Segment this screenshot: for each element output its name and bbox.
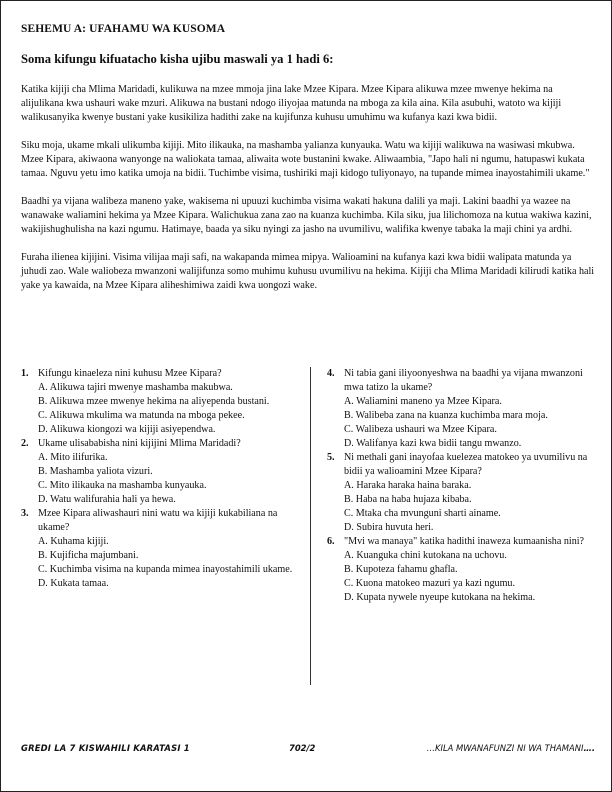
footer-paper-code: 702/2 bbox=[289, 743, 316, 753]
question-text: Mzee Kipara aliwashauri nini watu wa kijiji kukabiliana na ukame? bbox=[38, 508, 278, 533]
question-number: 6. bbox=[327, 536, 335, 547]
footer-motto bbox=[427, 743, 595, 753]
section-title: SEHEMU A: UFAHAMU WA KUSOMA bbox=[21, 23, 226, 35]
answer-option: B. Walibeba zana na kuanza kuchimba mara moja. bbox=[344, 410, 548, 421]
answer-option: C. Walibeza ushauri wa Mzee Kipara. bbox=[344, 424, 497, 435]
answer-option: C. Kuona matokeo mazuri ya kazi ngumu. bbox=[344, 578, 515, 589]
answer-option: B. Kujificha majumbani. bbox=[38, 550, 139, 561]
question-2 bbox=[21, 437, 303, 507]
answer-option: C. Mtaka cha mvunguni sharti ainame. bbox=[344, 508, 501, 519]
footer-exam-title: GREDI LA 7 KISWAHILI KARATASI 1 bbox=[21, 743, 190, 753]
question-number: 3. bbox=[21, 508, 29, 519]
footer-motto-dots: …. bbox=[583, 743, 595, 753]
answer-option: A. Alikuwa tajiri mwenye mashamba makubwa. bbox=[38, 382, 233, 393]
reading-passage bbox=[21, 83, 595, 307]
answer-option: A. Waliamini maneno ya Mzee Kipara. bbox=[344, 396, 502, 407]
answer-option: C. Kuchimba visima na kupanda mimea inayostahimili ukame. bbox=[38, 564, 293, 575]
answer-option: B. Alikuwa mzee mwenye hekima na aliyependa bustani. bbox=[38, 396, 270, 407]
questions-right-column bbox=[327, 367, 597, 605]
answer-option: D. Subira huvuta heri. bbox=[344, 522, 434, 533]
question-number: 1. bbox=[21, 368, 29, 379]
answer-option: C. Mito ilikauka na mashamba kunyauka. bbox=[38, 480, 207, 491]
column-divider bbox=[310, 367, 311, 685]
question-3 bbox=[21, 507, 303, 591]
answer-option: B. Kupoteza fahamu ghafla. bbox=[344, 564, 458, 575]
question-number: 2. bbox=[21, 438, 29, 449]
answer-option: A. Mito ilifurika. bbox=[38, 452, 108, 463]
answer-option: D. Kukata tamaa. bbox=[38, 578, 109, 589]
footer-motto-text: …KILA MWANAFUNZI NI WA THAMANI bbox=[426, 743, 584, 753]
questions-left-column bbox=[21, 367, 303, 591]
answer-option: D. Kupata nywele nyeupe kutokana na hekima. bbox=[344, 592, 536, 603]
answer-option: C. Alikuwa mkulima wa matunda na mboga pekee. bbox=[38, 410, 245, 421]
question-number: 5. bbox=[327, 452, 335, 463]
passage-paragraph: Furaha ilienea kijijini. Visima vilijaa maji safi, na wakapanda mimea mipya. Walioamini na kufanya kazi kwa bidii walipata matunda ya juhudi zao. Wale waliobeza mwanzoni walijifunza somo muhimu kuhusu uvumilivu na hekima. Kijiji cha Mlima Maridadi kilirudi katika hali yake ya kawaida, na Mzee Kipara aliheshimiwa zaidi kwa uongozi wake. bbox=[21, 252, 595, 291]
answer-option: A. Kuhama kijiji. bbox=[38, 536, 109, 547]
question-text: Ni tabia gani iliyoonyeshwa na baadhi ya vijana mwanzoni mwa tatizo la ukame? bbox=[344, 368, 583, 393]
answer-option: B. Mashamba yaliota vizuri. bbox=[38, 466, 153, 477]
answer-option: D. Walifanya kazi kwa bidii tangu mwanzo. bbox=[344, 438, 522, 449]
question-5 bbox=[327, 451, 597, 535]
answer-option: A. Haraka haraka haina baraka. bbox=[344, 480, 472, 491]
answer-option: A. Kuanguka chini kutokana na uchovu. bbox=[344, 550, 507, 561]
question-text: Ni methali gani inayofaa kuelezea matokeo ya uvumilivu na bidii ya walioamini Mzee Kipara? bbox=[344, 452, 588, 477]
answer-option: B. Haba na haba hujaza kibaba. bbox=[344, 494, 472, 505]
answer-option: D. Alikuwa kiongozi wa kijiji asiyependwa. bbox=[38, 424, 216, 435]
question-6 bbox=[327, 535, 597, 605]
question-1 bbox=[21, 367, 303, 437]
question-text: Kifungu kinaeleza nini kuhusu Mzee Kipara? bbox=[38, 368, 222, 379]
question-text: "Mvi wa manaya" katika hadithi inaweza kumaanisha nini? bbox=[344, 536, 585, 547]
question-4 bbox=[327, 367, 597, 451]
passage-paragraph: Siku moja, ukame mkali ulikumba kijiji. Mito ilikauka, na mashamba yalianza kunyauka. Watu wa kijiji walikuwa na wasiwasi mkubwa. Mzee Kipara, akiwaona wanyonge na waliokata tamaa, aliwaita wote bustanini kwake. Aliwaambia, "Japo hali ni ngumu, hatupaswi kukata tamaa. Nguvu yetu imo katika umoja na bidii. Tuchimbe visima, tushiriki maji kidogo tuliyonayo, na tupande mimea inayostahimili ukame." bbox=[21, 140, 590, 179]
question-text: Ukame ulisababisha nini kijijini Mlima Maridadi? bbox=[38, 438, 241, 449]
answer-option: D. Watu walifurahia hali ya hewa. bbox=[38, 494, 176, 505]
instruction-heading: Soma kifungu kifuatacho kisha ujibu maswali ya 1 hadi 6: bbox=[21, 52, 334, 66]
passage-paragraph: Katika kijiji cha Mlima Maridadi, kulikuwa na mzee mmoja jina lake Mzee Kipara. Mzee Kipara alikuwa mzee mwenye hekima na alijulikana kwa ushauri wake mzuri. Alikuwa na bustani ndogo iliyojaa matunda na mboga za kila aina. Kila asubuhi, watoto wa kijiji walikusanyika kwenye bustani yake kusikiliza hadithi zake na kujifunza kuhusu umuhimu wa kufanya kazi kwa bidii. bbox=[21, 84, 562, 123]
passage-paragraph: Baadhi ya vijana walibeza maneno yake, wakisema ni upuuzi kuchimba visima wakati hakuna dalili ya maji. Lakini baadhi ya wazee na wanawake waliamini hekima ya Mzee Kipara. Walichukua zana zao na kuanza kuchimba. Kila siku, jua lilichomoza na kutua wakiwa kazini, wakijishughulisha na kazi ngumu. Hatimaye, baada ya siku nyingi za jasho na uvumilivu, walifika kwenye tabaka la maji chini ya ardhi. bbox=[21, 196, 592, 235]
question-number: 4. bbox=[327, 368, 335, 379]
